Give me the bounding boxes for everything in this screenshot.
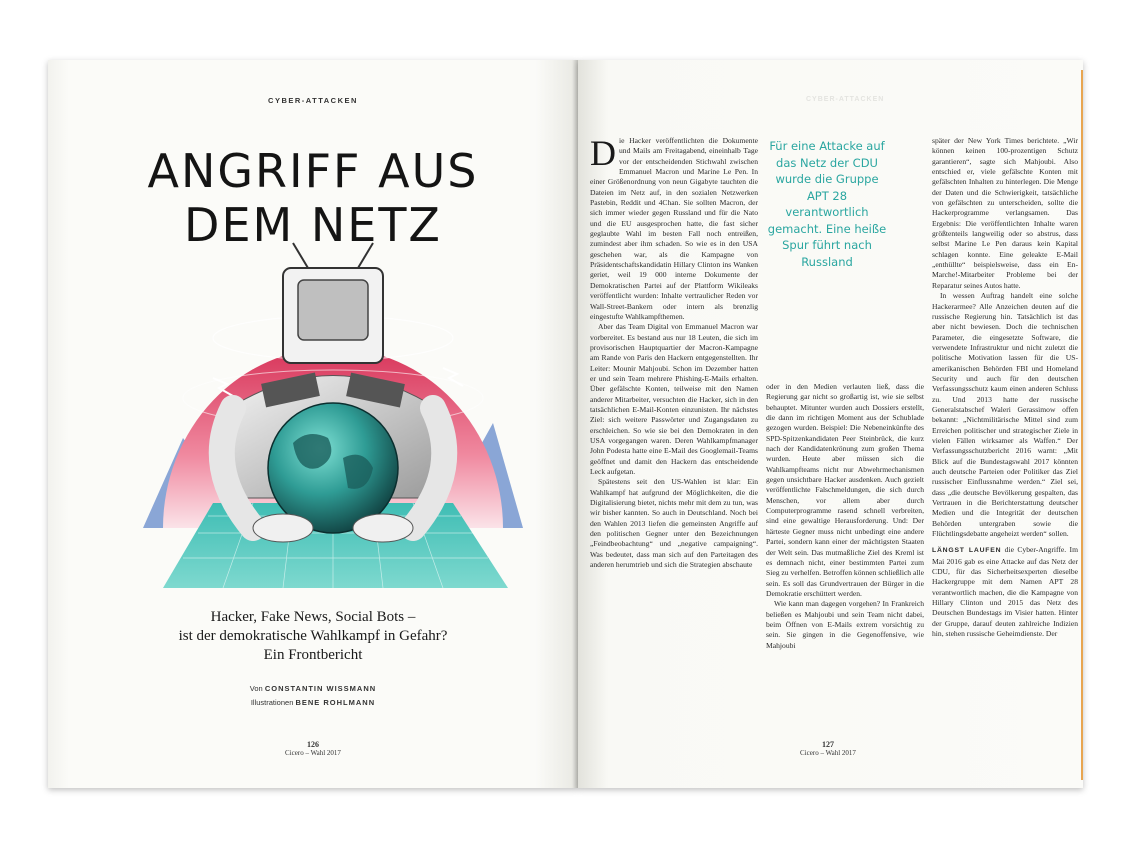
col3-lead-in: LÄNGST LAUFEN (932, 547, 1002, 555)
byline-prefix: Von (249, 684, 263, 693)
col1-para-1: Die Hacker veröffentlichten die Dokumente und Mails am Freitagabend, eineinhalb Tage vor der entscheidenden Stichwahl zwischen Emmanuel Macron und Marine Le Pen. In einer Größenordnung von neun Gigabyte tauchten die Dateien im Netz auf, in den sozialen Netzwerken Pastebin, Reddit und 4Chan. Sie sollten Macron, der sich immer wieder gegen Russland und für die Nato und die EU ausgesprochen hatte, die fast sicher geglaubte Wahl im besten Fall noch entreißen, zumindest aber ihm schaden. So wie es in den USA geschehen war, als die Kampagne von Präsidentschaftskandidatin Hillary Clinton ins Wanken geriet, weil 19 000 interne Dokumente der Demokratischen Partei auf der Plattform Wikileaks veröffentlicht wurden: Inhalte vertraulicher Reden vor Wall-Street-Bankern oder intern als brenzlig eingestufte Wahlkampfthemen. (590, 136, 758, 321)
author-byline (48, 684, 578, 693)
section-kicker: CYBER-ATTACKEN (268, 96, 358, 105)
left-page-number: 126 (307, 740, 319, 749)
dek-line-2: ist der demokratische Wahlkampf in Gefahr? (178, 628, 448, 644)
headline-line-1: ANGRIFF AUS (147, 144, 479, 198)
illustrator-author: BENE ROHLMANN (295, 698, 376, 707)
col1-para-2: Aber das Team Digital von Emmanuel Macron war vorbereitet. Es bestand aus nur 18 Leuten, die sich im provisorischen Hauptquartier der Macron-Kampagne am Rande von Paris den Hackern entgegenstellten. Ihr Leiter: Mounir Mahjoubi. Schon im Dezember hatten er und sein Team mehrere Phishing-E-Mails erhalten. Über gefälschte Konten, teilweise mit den Namen anderer Mitarbeiter, versuchten die Hacker, sich in den tatsächlichen E-Mail-Konten einzunisten. Ihr nächstes Ziel: sich weitere Passwörter und Zugangsdaten zu erschleichen. So wie sie bei den Demokraten in den USA vorgegangen waren. Deren Wahlkampfmanager John Podesta hatte eine E-Mail des Googlemail-Teams geöffnet und damit den Hackern das entscheidende Leck aufgetan. (590, 322, 758, 476)
illustrator-prefix: Illustrationen (250, 698, 294, 707)
robot-globe-illustration (143, 228, 523, 598)
running-header: CYBER-ATTACKEN (806, 96, 885, 103)
col3-para-2: In wessen Auftrag handelt eine solche Hackerarmee? Alle Anzeichen deuten auf die russische Regierung hin. Tatsächlich ist das aber nicht bewiesen. Doch die technischen Parameter, die eingesetzte Software, die verwendete Infrastruktur und nicht zuletzt die politische Motivation lassen für die US-amerikanischen Behörden FBI und Homeland Security und auch für den deutschen Verfassungsschutz kaum einen anderen Schluss zu. Und 2013 hatte der russische Generalstabschef Waleri Gerassimow offen bekannt: „Nichtmilitärische Mittel sind zum Erreichen politischer und strategischer Ziele in vielen Fällen wirksamer als Waffen.“ Der Verfassungsschutzbericht 2016 warnt: „Mit Blick auf die Bundestagswahl 2017 könnten auch deutsche Parteien oder Politiker das Ziel russischer Einflussnahme werden.“ Ziel sei, dass „die deutsche Bevölkerung gespalten, das Vertrauen in die Berichterstattung deutscher Medien und die Integrität der deutschen Behörden untergraben sowie die Flüchtlingsdebatte angeheizt werden“ sollen. (932, 291, 1078, 539)
right-page (578, 60, 1083, 788)
tv-screen (298, 280, 368, 340)
right-folio (778, 740, 878, 758)
col2-para-1: oder in den Medien verlauten ließ, dass die Regierung gar nicht so großartig ist, wie sie selbst behauptet. Mitunter wurden auch Dossiers erstellt, die dann im richtigen Moment aus der Schublade gezogen wurden. Beispiel: Die Nebeneinkünfte des SPD-Spitzenkandidaten Peer Steinbrück, die kurz nach der Kandidatenkrönung zum großen Thema wurden. Heute aber müssen sich die Wahlkampfteams nicht nur Abwehrmechanismen gegen unsichtbare Hacker ausdenken. Auch gezielt veröffentlichte Falschmeldungen, die sich durch Menschen, vor allem aber durch Computerprogramme rasend schnell verbreiten, sind eine gewaltige Herausforderung. Und: Der härteste Gegner muss nicht unbedingt eine andere Partei, sondern kann einer der mächtigsten Staaten der Welt sein. Das mutmaßliche Ziel des Kreml ist es demnach nicht, einer bestimmten Partei zum Sieg zu verhelfen. Betroffen können schließlich alle sein. Es soll das Grundvertrauen der Bürger in die Demokratie erschüttert werden. (766, 382, 924, 598)
globe (268, 403, 398, 533)
dek-line-3: Ein Frontbericht (263, 647, 363, 663)
illustrator-byline (48, 698, 578, 707)
left-page (48, 60, 578, 788)
pull-quote: Für eine Attacke auf das Netz der CDU wurde die Gruppe APT 28 verantwortlich gemacht. Eine heiße Spur führt nach Russland (767, 139, 887, 269)
right-footer: Cicero – Wahl 2017 (800, 749, 856, 757)
byline-author: CONSTANTIN WISSMANN (264, 684, 377, 693)
col1-para-3: Spätestens seit den US-Wahlen ist klar: Ein Wahlkampf hat aufgrund der Möglichkeiten, die die Digitalisierung bietet, nichts mehr mit dem zu tun, was wir bisher kannten. So auch in Deutschland. Noch bei den Wahlen 2013 liefen die gemeinsten Angriffe auf den politischen Gegner unter den Bezeichnungen „Feindbeobachtung“ und „negative campaigning“. Was bedeutet, dass man sich auf den Parteitagen des anderen herumtrieb und sich die Strategien abschaute (590, 477, 758, 570)
dropcap: D (590, 136, 616, 173)
column-2 (766, 382, 924, 734)
col3-para-3: LÄNGST LAUFEN die Cyber-Angriffe. Im Mai 2016 gab es eine Attacke auf das Netz der CDU, für das Sicherheitsexperten dieselbe Hackergruppe mit dem Namen APT 28 verantwortlich machen, die die Kampagne von Hillary Clinton und 2015 das Netz des Deutschen Bundestags im Visier hatten. Hinter der Gruppe, darauf deuten zahlreiche Indizien hin, stehen russische Geheimdienste. Der (932, 545, 1078, 639)
dek (48, 608, 578, 665)
dek-line-1: Hacker, Fake News, Social Bots – (210, 609, 416, 625)
left-folio (263, 740, 363, 758)
column-3 (932, 136, 1078, 736)
magazine-spread (48, 60, 1088, 788)
col2-para-2: Wie kann man dagegen vorgehen? In Frankreich beließen es Mahjoubi und sein Team nicht dabei, beim Öffnen von E-Mails extrem vorsichtig zu sein. Sie gingen in die Gegenoffensive, wie Mahjoubi (766, 599, 924, 650)
headline-line-2: DEM NETZ (184, 198, 442, 252)
left-footer: Cicero – Wahl 2017 (285, 749, 341, 757)
right-page-number: 127 (822, 740, 834, 749)
page-edge-tab (1081, 70, 1083, 780)
col3-para-1: später der New York Times berichtete. „Wir können keinen 100-prozentigen Schutz garantieren“, sagte sich Mahjoubi. Also entschied er, viele gefälschte Konten mit gefälschten Inhalten zu hinterlegen. Die Menge der Daten und die Schwierigkeit, tatsächliche von gefälschten zu unterscheiden, sollte die Hackerprogramme verlangsamen. Das Ergebnis: Die veröffentlichten Inhalte waren größtenteils langweilig oder so abstrus, dass selbst Marine Le Pen daraus kein Kapital schlagen konnte. Eine geleakte E-Mail „enthüllte“ beispielsweise, dass ein En-Marche!-Mitarbeiter Probleme bei der Reparatur seines Autos hatte. (932, 136, 1078, 290)
column-1 (590, 136, 758, 736)
